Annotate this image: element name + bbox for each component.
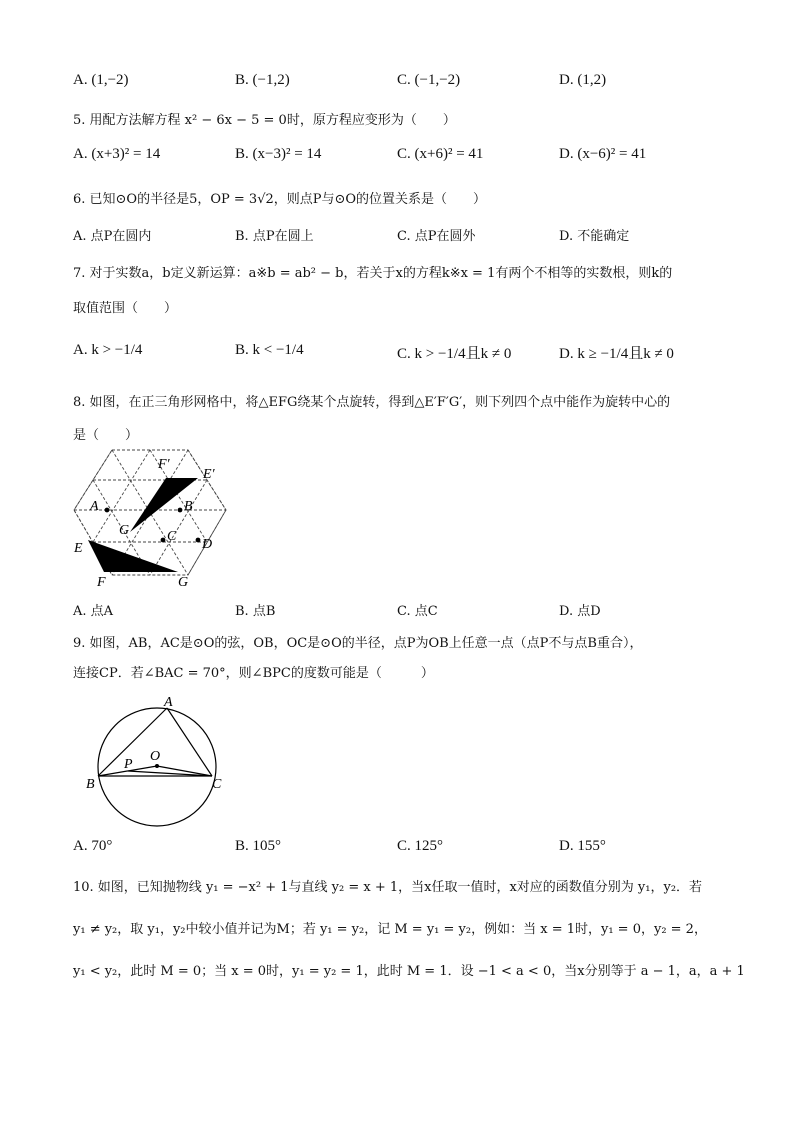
q7-option-a: A. k > −1/4 [73, 342, 143, 358]
q7-stem-line1: 7. 对于实数a，b定义新运算：a※b = ab² − b，若关于x的方程k※x = 1有两个不相等的实数根，则k的 [73, 266, 673, 281]
q9-option-c: C. 125° [397, 838, 444, 854]
q9-option-a: A. 70° [73, 838, 113, 854]
label-d: D [202, 537, 213, 552]
label-p: P [124, 757, 133, 772]
label-c: C [167, 529, 177, 544]
q4-option-b: B. (−1,2) [235, 72, 290, 88]
q5-stem: 5. 用配方法解方程 x² − 6x − 5 = 0时，原方程应变形为（ ） [73, 113, 456, 128]
q9-option-b: B. 105° [235, 838, 282, 854]
q7-option-c: C. k > −1/4且k ≠ 0 [397, 346, 512, 362]
q10-line1: 10. 如图，已知抛物线 y₁ = −x² + 1与直线 y₂ = x + 1，当x任取一值时，x对应的函数值分别为 y₁，y₂．若 [73, 880, 703, 895]
q8-option-d: D. 点D [559, 604, 601, 619]
q8-triangle-grid-figure [70, 444, 230, 592]
q9-option-d: D. 155° [559, 838, 606, 854]
label-e-prime: E′ [203, 467, 215, 482]
q6-option-a: A. 点P在圆内 [73, 229, 152, 244]
q7-stem-line2: 取值范围（ ） [73, 301, 178, 316]
q7-option-d: D. k ≥ −1/4且k ≠ 0 [559, 346, 674, 362]
label-e: E [74, 541, 83, 556]
q9-stem-line2: 连接CP．若∠BAC = 70°，则∠BPC的度数可能是（ ） [73, 666, 434, 681]
label-f: F [97, 575, 106, 590]
q6-stem: 6. 已知⊙O的半径是5，OP = 3√2，则点P与⊙O的位置关系是（ ） [73, 192, 487, 207]
q10-line2: y₁ ≠ y₂，取 y₁，y₂中较小值并记为M；若 y₁ = y₂，记 M = y₁ = y₂，例如：当 x = 1时，y₁ = 0，y₂ = 2， [73, 922, 707, 937]
q9-circle-figure [80, 690, 240, 830]
q8-option-a: A. 点A [73, 604, 114, 619]
q5-option-d: D. (x−6)² = 41 [559, 146, 647, 162]
point-a [105, 508, 110, 513]
label-a: A [164, 695, 173, 710]
label-g-prime: G [119, 523, 130, 538]
point-d [196, 538, 201, 543]
label-g: G [178, 575, 189, 590]
q6-option-b: B. 点P在圆上 [235, 229, 314, 244]
q6-option-d: D. 不能确定 [559, 229, 630, 244]
point-o [155, 764, 159, 768]
q5-option-b: B. (x−3)² = 14 [235, 146, 322, 162]
q4-option-d: D. (1,2) [559, 72, 607, 88]
label-a: A [90, 499, 99, 514]
q8-option-c: C. 点C [397, 604, 438, 619]
q5-option-a: A. (x+3)² = 14 [73, 146, 161, 162]
label-c: C [212, 777, 222, 792]
q10-line3: y₁ < y₂，此时 M = 0；当 x = 0时，y₁ = y₂ = 1，此时 M = 1．设 −1 < a < 0，当x分别等于 a − 1，a，a + 1 [73, 964, 745, 979]
q9-stem-line1: 9. 如图，AB，AC是⊙O的弦，OB，OC是⊙O的半径，点P为OB上任意一点（点P不与点B重合）， [73, 636, 643, 651]
q4-option-c: C. (−1,−2) [397, 72, 461, 88]
q5-option-c: C. (x+6)² = 41 [397, 146, 484, 162]
q4-option-a: A. (1,−2) [73, 72, 129, 88]
q8-stem-line1: 8. 如图，在正三角形网格中，将△EFG绕某个点旋转，得到△E′F′G′，则下列四个点中能作为旋转中心的 [73, 395, 671, 410]
q8-stem-line2: 是（ ） [73, 428, 139, 443]
label-b: B [86, 777, 95, 792]
q7-option-b: B. k < −1/4 [235, 342, 304, 358]
label-o: O [150, 749, 161, 764]
point-c [161, 538, 166, 543]
triangle-efg [88, 540, 178, 572]
q8-option-b: B. 点B [235, 604, 276, 619]
label-f-prime: F′ [158, 457, 170, 472]
label-b: B [184, 499, 193, 514]
point-b [178, 508, 183, 513]
q6-option-c: C. 点P在圆外 [397, 229, 476, 244]
